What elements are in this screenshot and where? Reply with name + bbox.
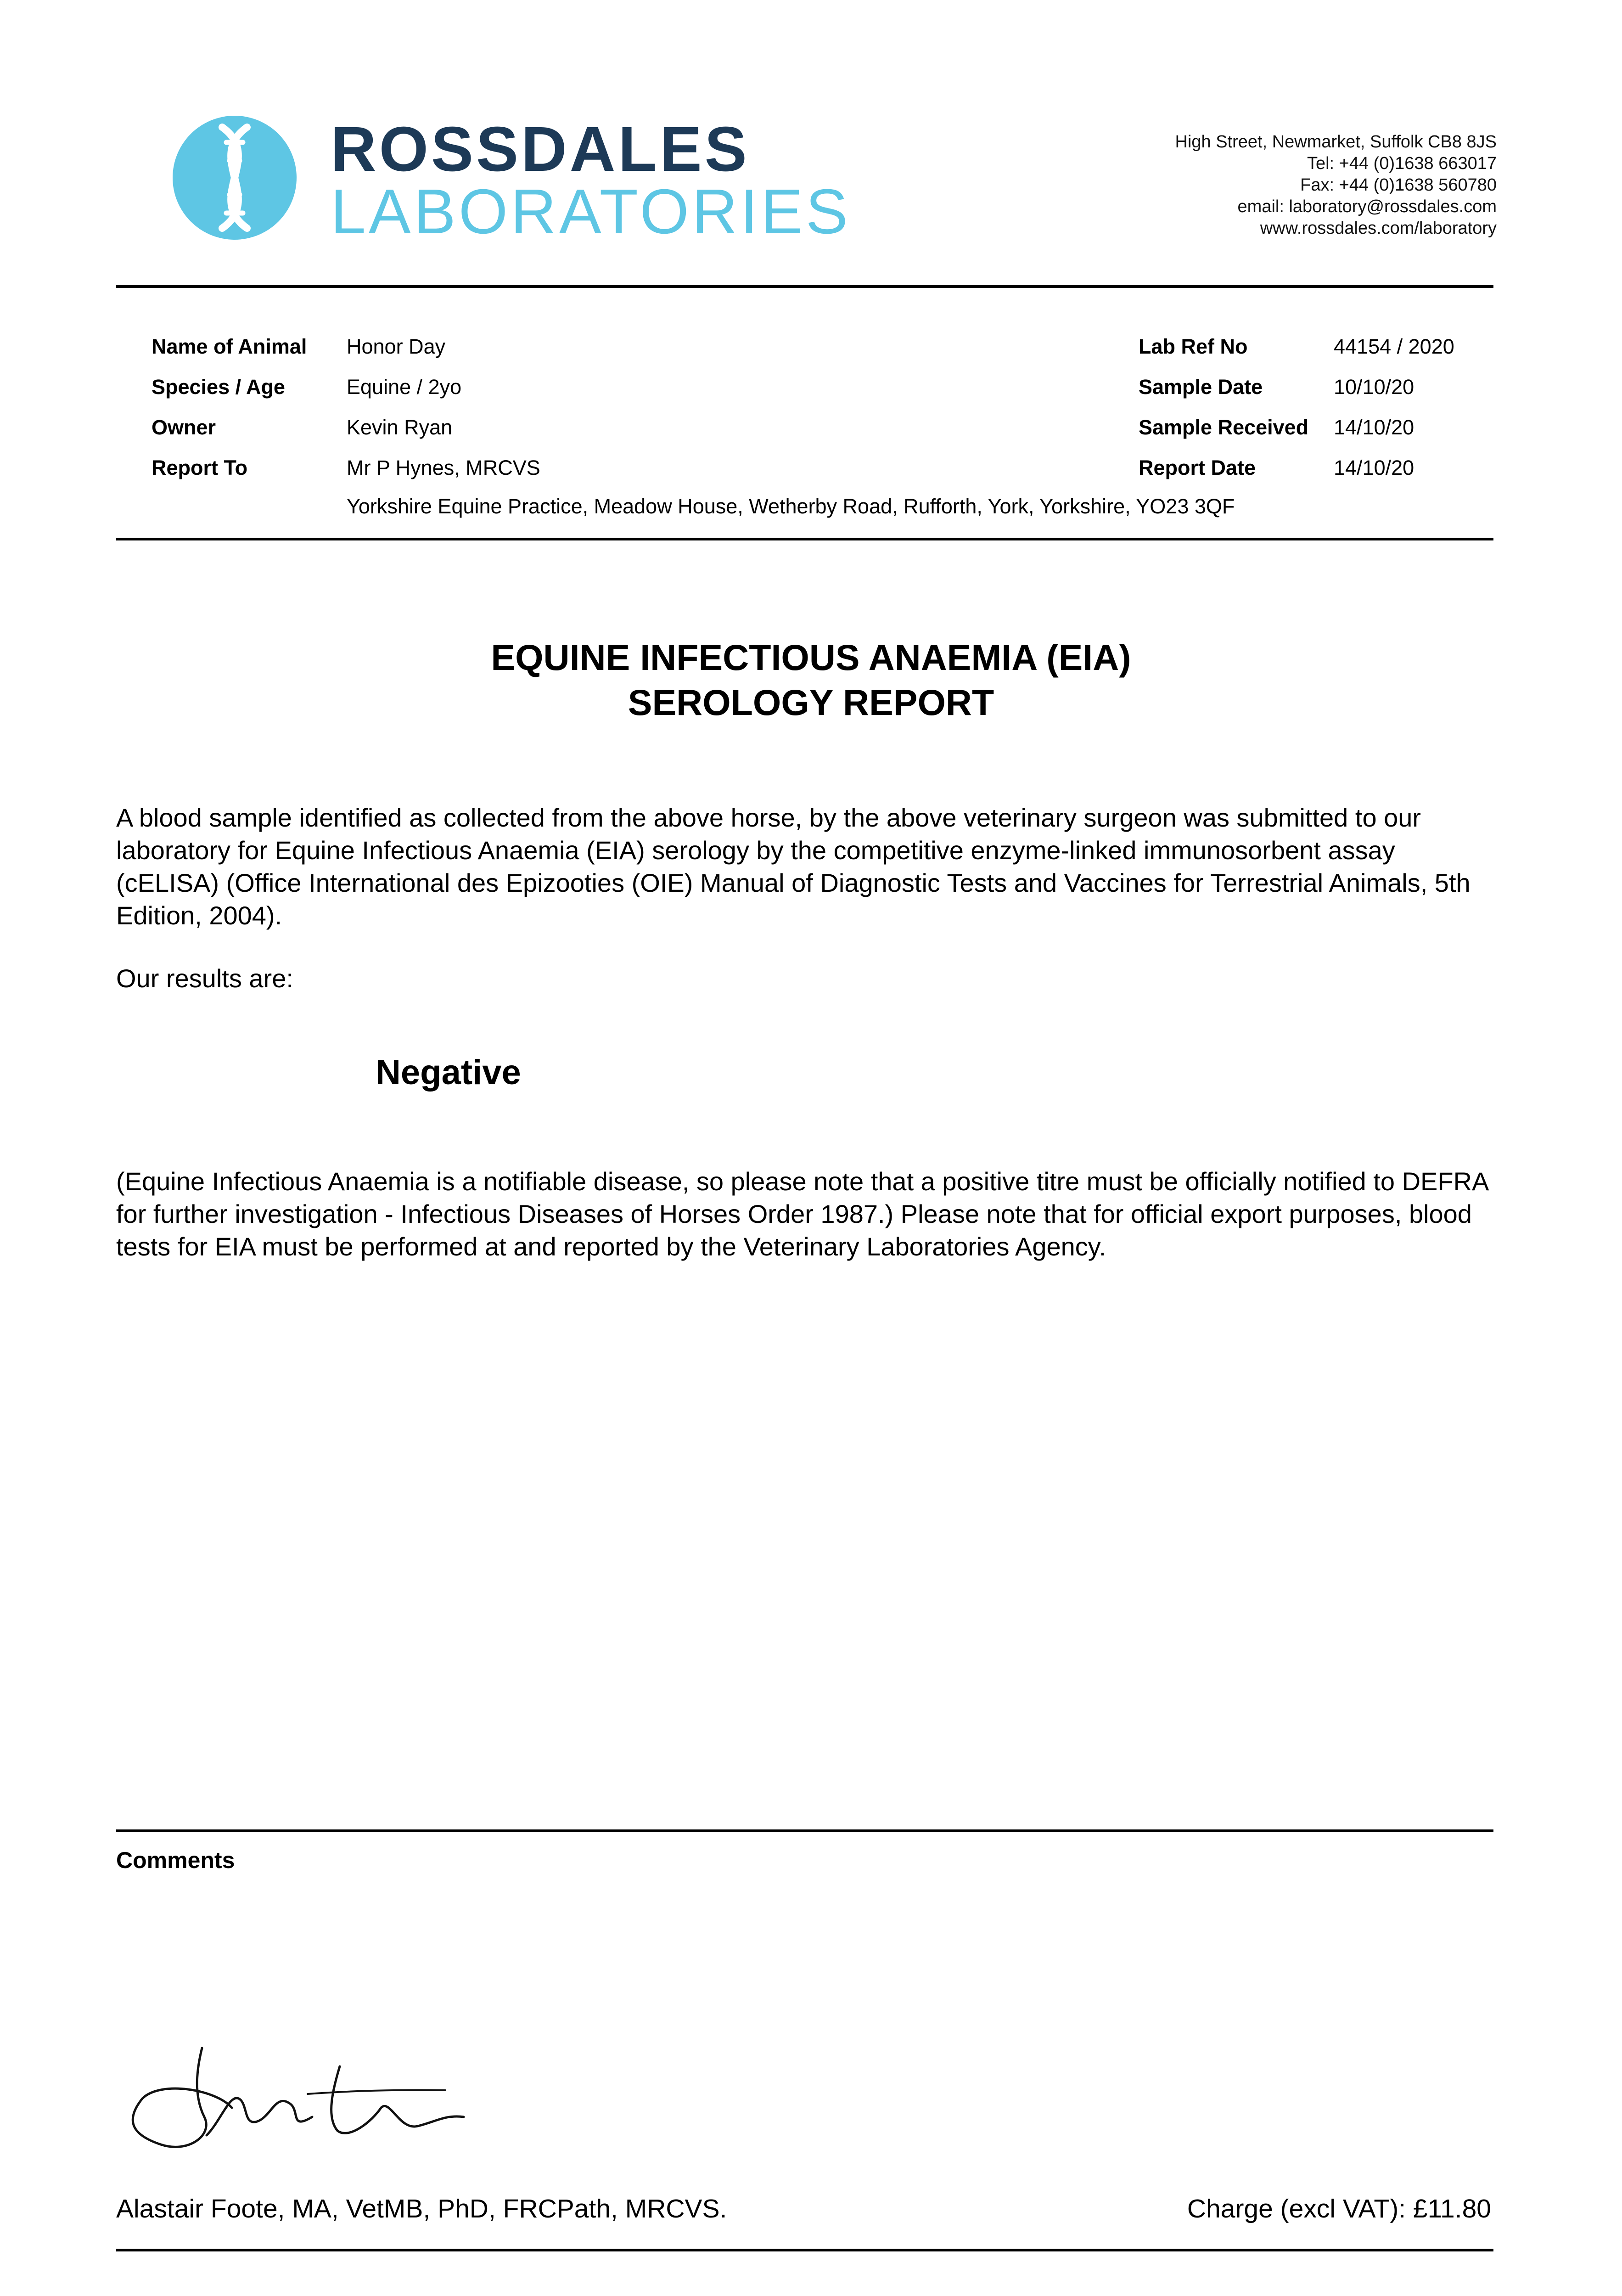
owner-value: Kevin Ryan <box>347 416 453 439</box>
test-result: Negative <box>376 1053 521 1092</box>
species-age-label: Species / Age <box>152 375 285 399</box>
report-date-label: Report Date <box>1139 456 1256 479</box>
owner-label: Owner <box>152 416 216 439</box>
contact-tel: Tel: +44 (0)1638 663017 <box>1307 154 1497 173</box>
contact-email[interactable]: email: laboratory@rossdales.com <box>1237 197 1497 216</box>
species-age-value: Equine / 2yo <box>347 375 462 399</box>
handwritten-signature <box>124 2039 473 2163</box>
animal-name-label: Name of Animal <box>152 335 307 358</box>
contact-block <box>1175 131 1497 239</box>
sample-received-label: Sample Received <box>1139 416 1309 439</box>
practice-address: Yorkshire Equine Practice, Meadow House, Wetherby Road, Rufforth, York, Yorkshire, YO23 3QF <box>347 495 1235 518</box>
brand-name-line2: LABORATORIES <box>331 176 851 247</box>
report-title-line2: SEROLOGY REPORT <box>628 682 994 723</box>
footer-divider <box>116 2249 1493 2251</box>
notifiable-disease-note: (Equine Infectious Anaemia is a notifiable disease, so please note that a positive titre must be officially notified to DEFRA for further investigation - Infectious Diseases of Horses Order 1987.) Please note that for official export purposes, blood tests for EIA must be performed at and reported by the Veterinary Laboratories Agency. <box>116 1167 1488 1261</box>
report-title-line1: EQUINE INFECTIOUS ANAEMIA (EIA) <box>491 637 1131 678</box>
contact-address: High Street, Newmarket, Suffolk CB8 8JS <box>1175 132 1497 152</box>
animal-name-value: Honor Day <box>347 335 446 358</box>
sample-date-label: Sample Date <box>1139 375 1263 399</box>
header-divider <box>116 285 1493 288</box>
comments-divider <box>116 1829 1493 1832</box>
report-date-value: 14/10/20 <box>1334 456 1414 479</box>
report-intro-paragraph: A blood sample identified as collected from the above horse, by the above veterinary surgeon was submitted to our laboratory for Equine Infectious Anaemia (EIA) serology by the competitive enzyme-linked immunosorbent assay (cELISA) (Office International des Epizooties (OIE) Manual of Diagnostic Tests and Vaccines for Terrestrial Animals, 5th Edition, 2004). <box>116 803 1470 930</box>
report-to-value: Mr P Hynes, MRCVS <box>347 456 540 479</box>
sample-received-value: 14/10/20 <box>1334 416 1414 439</box>
charge-amount: Charge (excl VAT): £11.80 <box>1187 2194 1491 2223</box>
dna-helix-icon <box>173 116 297 240</box>
signatory-name: Alastair Foote, MA, VetMB, PhD, FRCPath, MRCVS. <box>116 2194 727 2223</box>
contact-website[interactable]: www.rossdales.com/laboratory <box>1260 219 1497 238</box>
results-intro: Our results are: <box>116 964 293 993</box>
report-to-label: Report To <box>152 456 248 479</box>
details-divider <box>116 538 1493 540</box>
brand-name-line1: ROSSDALES <box>331 114 750 185</box>
comments-label: Comments <box>116 1847 235 1873</box>
contact-fax: Fax: +44 (0)1638 560780 <box>1300 175 1497 195</box>
lab-ref-value: 44154 / 2020 <box>1334 335 1454 358</box>
lab-ref-label: Lab Ref No <box>1139 335 1248 358</box>
sample-date-value: 10/10/20 <box>1334 375 1414 399</box>
